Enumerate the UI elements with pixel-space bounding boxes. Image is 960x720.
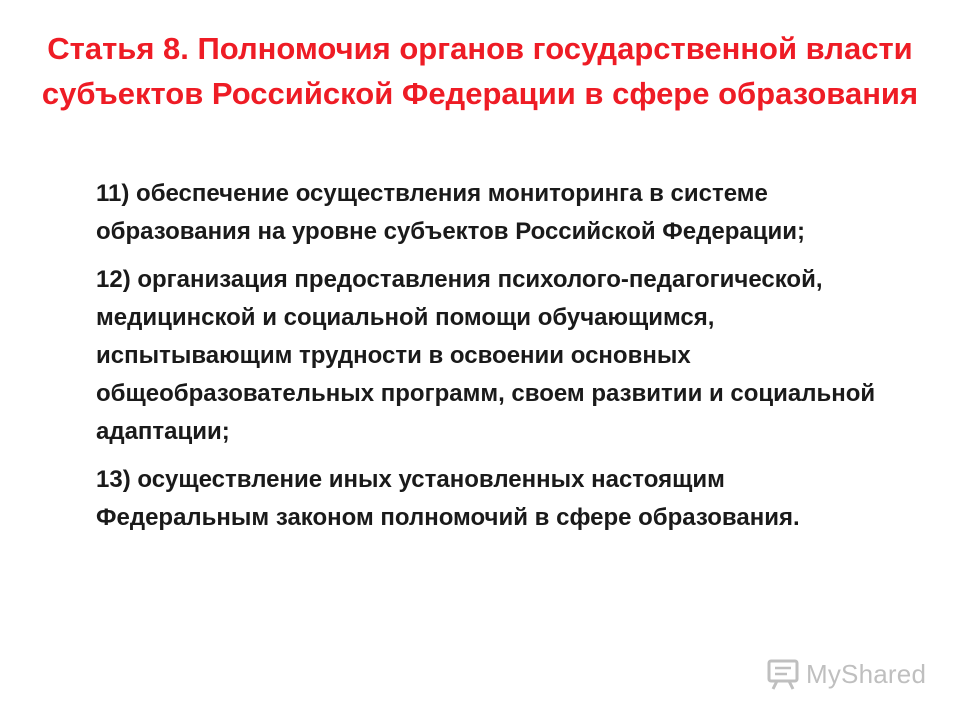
presentation-board-icon [766,657,800,691]
list-item-12: 12) организация предоставления психолого-педагогической, медицинской и социальной помощи обучающимся, испытывающим трудности в освоении основных общеобразовательных программ, своем развитии и социальной адаптации; [96,266,876,445]
list-item-11: 11) обеспечение осуществления мониторинга в системе образования на уровне субъектов Российской Федерации; [96,180,805,245]
slide-body-list [96,175,886,547]
myshared-watermark [766,654,926,694]
list-item-13: 13) осуществление иных установленных настоящим Федеральным законом полномочий в сфере образования. [96,466,800,531]
watermark-text: MyShared [806,658,927,689]
slide-title: Статья 8. Полномочия органов государственной власти субъектов Российской Федерации в сфере образования [41,31,919,111]
